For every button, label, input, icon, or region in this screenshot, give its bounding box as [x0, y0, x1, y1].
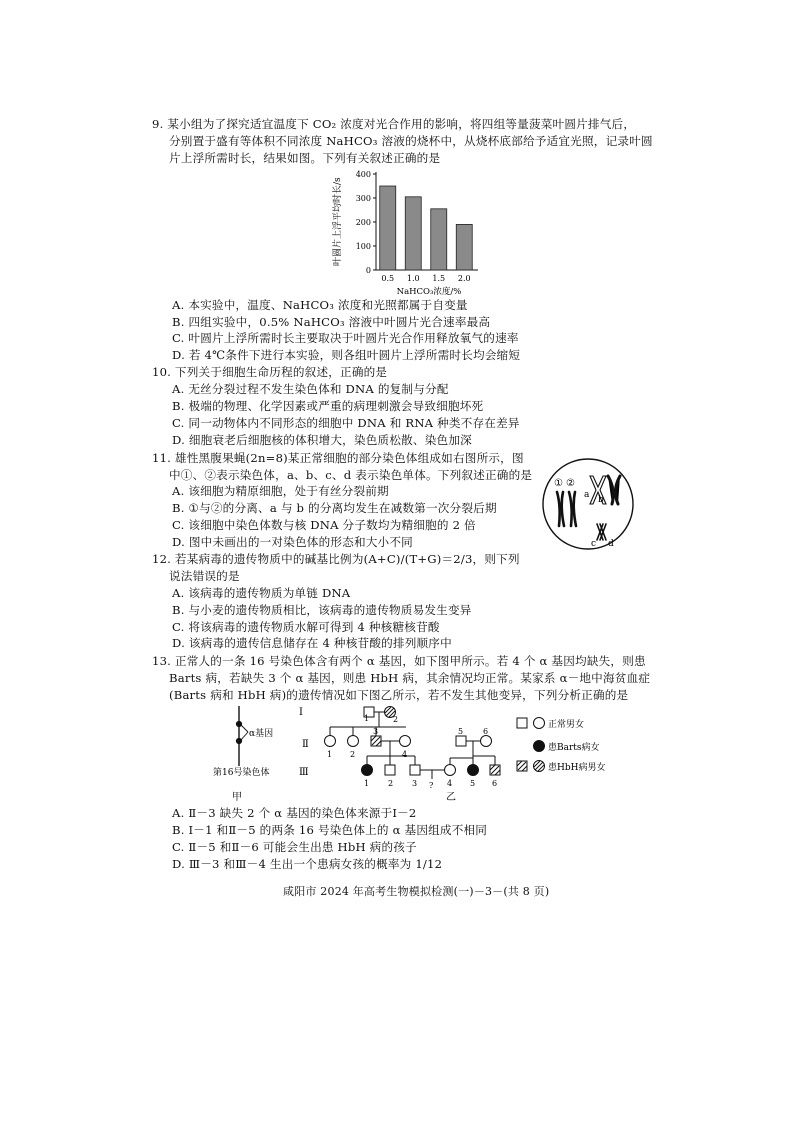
- pedigree-num-III5: 5: [470, 779, 476, 788]
- pedigree-generation-2-right: [456, 736, 495, 766]
- pedigree-num-III4: 4: [447, 779, 453, 788]
- q11-option-a: A. 该细胞为精原细胞，处于有丝分裂前期: [172, 484, 389, 498]
- bar: [431, 209, 447, 270]
- chromatid-label-b: b: [598, 495, 604, 505]
- q11-stem-line1: 11. 雄性黑腹果蝇(2n=8)某正常细胞的部分染色体组成如右图所示，图: [152, 451, 524, 465]
- chrom-label-1: ①: [554, 478, 563, 489]
- pedigree-num-II1: 1: [327, 750, 333, 759]
- q10-option-c: C. 同一动物体内不同形态的细胞中 DNA 和 RNA 种类不存在差异: [172, 416, 520, 430]
- q13-stem-line1: 13. 正常人的一条 16 号染色体含有两个 α 基因，如下图甲所示。若 4 个 α 基因均缺失，则患: [152, 654, 646, 668]
- q13-option-c: C. Ⅱ－5 和Ⅱ－6 可能会生出患 HbH 病的孩子: [172, 840, 417, 854]
- q12-option-d: D. 该病毒的遗传信息储存在 4 种核苷酸的排列顺序中: [172, 636, 452, 650]
- pedigree-II1-female-normal: [325, 736, 336, 747]
- q11-option-c: C. 该细胞中染色体数与核 DNA 分子数均为精细胞的 2 倍: [172, 518, 476, 532]
- pedigree-III4-female-normal: [445, 765, 456, 776]
- q12-option-a: A. 该病毒的遗传物质为单链 DNA: [172, 586, 351, 600]
- chrom16-label: 第16号染色体: [213, 768, 270, 778]
- y-tick-label: 400: [355, 170, 371, 179]
- figure-yi-label: 乙: [446, 792, 456, 802]
- alpha-gene-label: α基因: [249, 729, 274, 739]
- pedigree-III2-male-normal: [385, 765, 395, 775]
- q9-option-b: B. 四组实验中，0.5% NaHCO₃ 溶液中叶圆片光合速率最高: [172, 315, 491, 329]
- pedigree-num-III2: 2: [388, 779, 394, 788]
- x-tick-label: 0.5: [381, 274, 395, 283]
- pedigree-num-II4: 4: [402, 750, 408, 759]
- q9-stem-line2: 分别置于盛有等体积不同浓度 NaHCO₃ 溶液的烧杯中，从烧杯底部给予适宜光照，记录叶圆: [169, 134, 653, 148]
- q13-option-a: A. Ⅱ－3 缺失 2 个 α 基因的染色体来源于Ⅰ－2: [172, 806, 417, 820]
- q10-stem: 10. 下列关于细胞生命历程的叙述，正确的是: [152, 365, 388, 379]
- q13-stem-line3: (Barts 病和 HbH 病)的遗传情况如下图乙所示，若不发生其他变异，下列分析正确的是: [169, 688, 629, 702]
- pedigree-num-III3: 3: [412, 779, 418, 788]
- q12-stem-line1: 12. 若某病毒的遗传物质中的碱基比例为(A+C)/(T+G)＝2/3，则下列: [152, 552, 520, 566]
- q9-bar-chart: [326, 166, 486, 296]
- bar: [380, 186, 396, 270]
- pedigree-num-II3: 3: [373, 727, 379, 736]
- q13-figure: [200, 702, 630, 802]
- pedigree-num-I2: 2: [393, 715, 399, 724]
- y-tick-label: 100: [355, 242, 371, 251]
- q9-stem-line1: 9. 某小组为了探究适宜温度下 CO₂ 浓度对光合作用的影响，将四组等量菠菜叶圆片排气后，: [152, 117, 636, 131]
- pedigree-num-III1: 1: [364, 779, 370, 788]
- chromatid-label-c: c: [591, 539, 597, 549]
- q11-stem-line2: 中①、②表示染色体，a、b、c、d 表示染色单体。下列叙述正确的是: [169, 468, 533, 482]
- y-tick-label: 300: [355, 194, 371, 203]
- legend-normal: 正常男女: [548, 720, 585, 730]
- page-footer: 咸阳市 2024 年高考生物模拟检测(一)－3－(共 8 页): [283, 885, 550, 898]
- pedigree-III1-female-barts: [362, 765, 373, 776]
- q12-option-b: B. 与小麦的遗传物质相比，该病毒的遗传物质易发生变异: [172, 603, 472, 617]
- generation-label-1: Ⅰ: [299, 707, 303, 718]
- pedigree-question-mark: ?: [429, 781, 434, 790]
- pedigree-III3-male-normal: [410, 765, 420, 775]
- chromosome-2: [569, 492, 576, 526]
- chromosome-x: [608, 476, 620, 504]
- q9-option-c: C. 叶圆片上浮所需时长主要取决于叶圆片光合作用释放氧气的速率: [172, 331, 519, 345]
- q9-option-a: A. 本实验中，温度、NaHCO₃ 浓度和光照都属于自变量: [172, 298, 468, 312]
- q10-option-b: B. 极端的物理、化学因素或严重的病理刺激会导致细胞坏死: [172, 399, 484, 413]
- bar: [405, 197, 421, 270]
- figure-jia-label: 甲: [232, 792, 242, 802]
- legend-barts: 患Barts病女: [548, 743, 600, 753]
- legend-hbh: 患HbH病男女: [548, 763, 606, 773]
- x-axis-label: NaHCO₃浓度/%: [396, 287, 462, 296]
- q10-option-d: D. 细胞衰老后细胞核的体积增大，染色质松散、染色加深: [172, 433, 472, 447]
- generation-label-2: Ⅱ: [302, 739, 309, 750]
- pedigree-legend: [517, 718, 545, 772]
- pedigree-II4-female-normal: [400, 736, 411, 747]
- pedigree-generation-3: [362, 758, 501, 779]
- chromosome-16-diagram: [236, 706, 248, 766]
- q12-option-c: C. 将该病毒的遗传物质水解可得到 4 种核糖核苷酸: [172, 620, 440, 634]
- q11-option-d: D. 图中未画出的一对染色体的形态和大小不同: [172, 535, 413, 549]
- q13-stem-line2: Barts 病，若缺失 3 个 α 基因，则患 HbH 病，其余情况均正常。某家系 α－地中海贫血症: [169, 671, 651, 685]
- generation-label-3: Ⅲ: [299, 767, 309, 778]
- x-tick-label: 2.0: [457, 274, 471, 283]
- pedigree-num-II5: 5: [458, 727, 464, 736]
- chrom-label-2: ②: [566, 478, 575, 489]
- chromosome-cd: [597, 524, 606, 540]
- q9-stem-line3: 片上浮所需时长，结果如图。下列有关叙述正确的是: [169, 151, 441, 165]
- chromatid-label-a: a: [584, 490, 590, 500]
- q13-option-b: B. Ⅰ－1 和Ⅱ－5 的两条 16 号染色体上的 α 基因组成不相同: [172, 823, 488, 837]
- pedigree-num-III6: 6: [492, 779, 498, 788]
- pedigree-III5-female-barts: [468, 765, 479, 776]
- pedigree-II2-female-normal: [348, 736, 359, 747]
- x-tick-label: 1.0: [406, 274, 420, 283]
- bar: [456, 224, 472, 270]
- q9-option-d: D. 若 4℃条件下进行本实验，则各组叶圆片上浮所需时长均会缩短: [172, 348, 521, 362]
- q12-stem-line2: 说法错误的是: [169, 569, 240, 583]
- chromatid-label-d: d: [608, 539, 614, 549]
- x-tick-label: 1.5: [432, 274, 446, 283]
- q13-option-d: D. Ⅲ－3 和Ⅲ－4 生出一个患病女孩的概率为 1/12: [172, 857, 443, 871]
- pedigree-num-II6: 6: [483, 727, 489, 736]
- q10-option-a: A. 无丝分裂过程不发生染色体和 DNA 的复制与分配: [172, 382, 449, 396]
- q11-option-b: B. ①与②的分离、a 与 b 的分离均发生在减数第一次分裂后期: [172, 501, 497, 515]
- y-tick-label: 200: [355, 218, 371, 227]
- pedigree-II6-female-normal: [481, 736, 492, 747]
- chromosome-1: [557, 492, 564, 526]
- pedigree-num-II2: 2: [350, 750, 356, 759]
- y-tick-label: 0: [365, 266, 371, 275]
- q11-cell-figure: [540, 456, 636, 552]
- pedigree-II5-male-normal: [456, 736, 466, 746]
- pedigree-num-I1: 1: [364, 714, 370, 723]
- y-axis-label: 叶圆片上浮平均时长/s: [333, 177, 343, 266]
